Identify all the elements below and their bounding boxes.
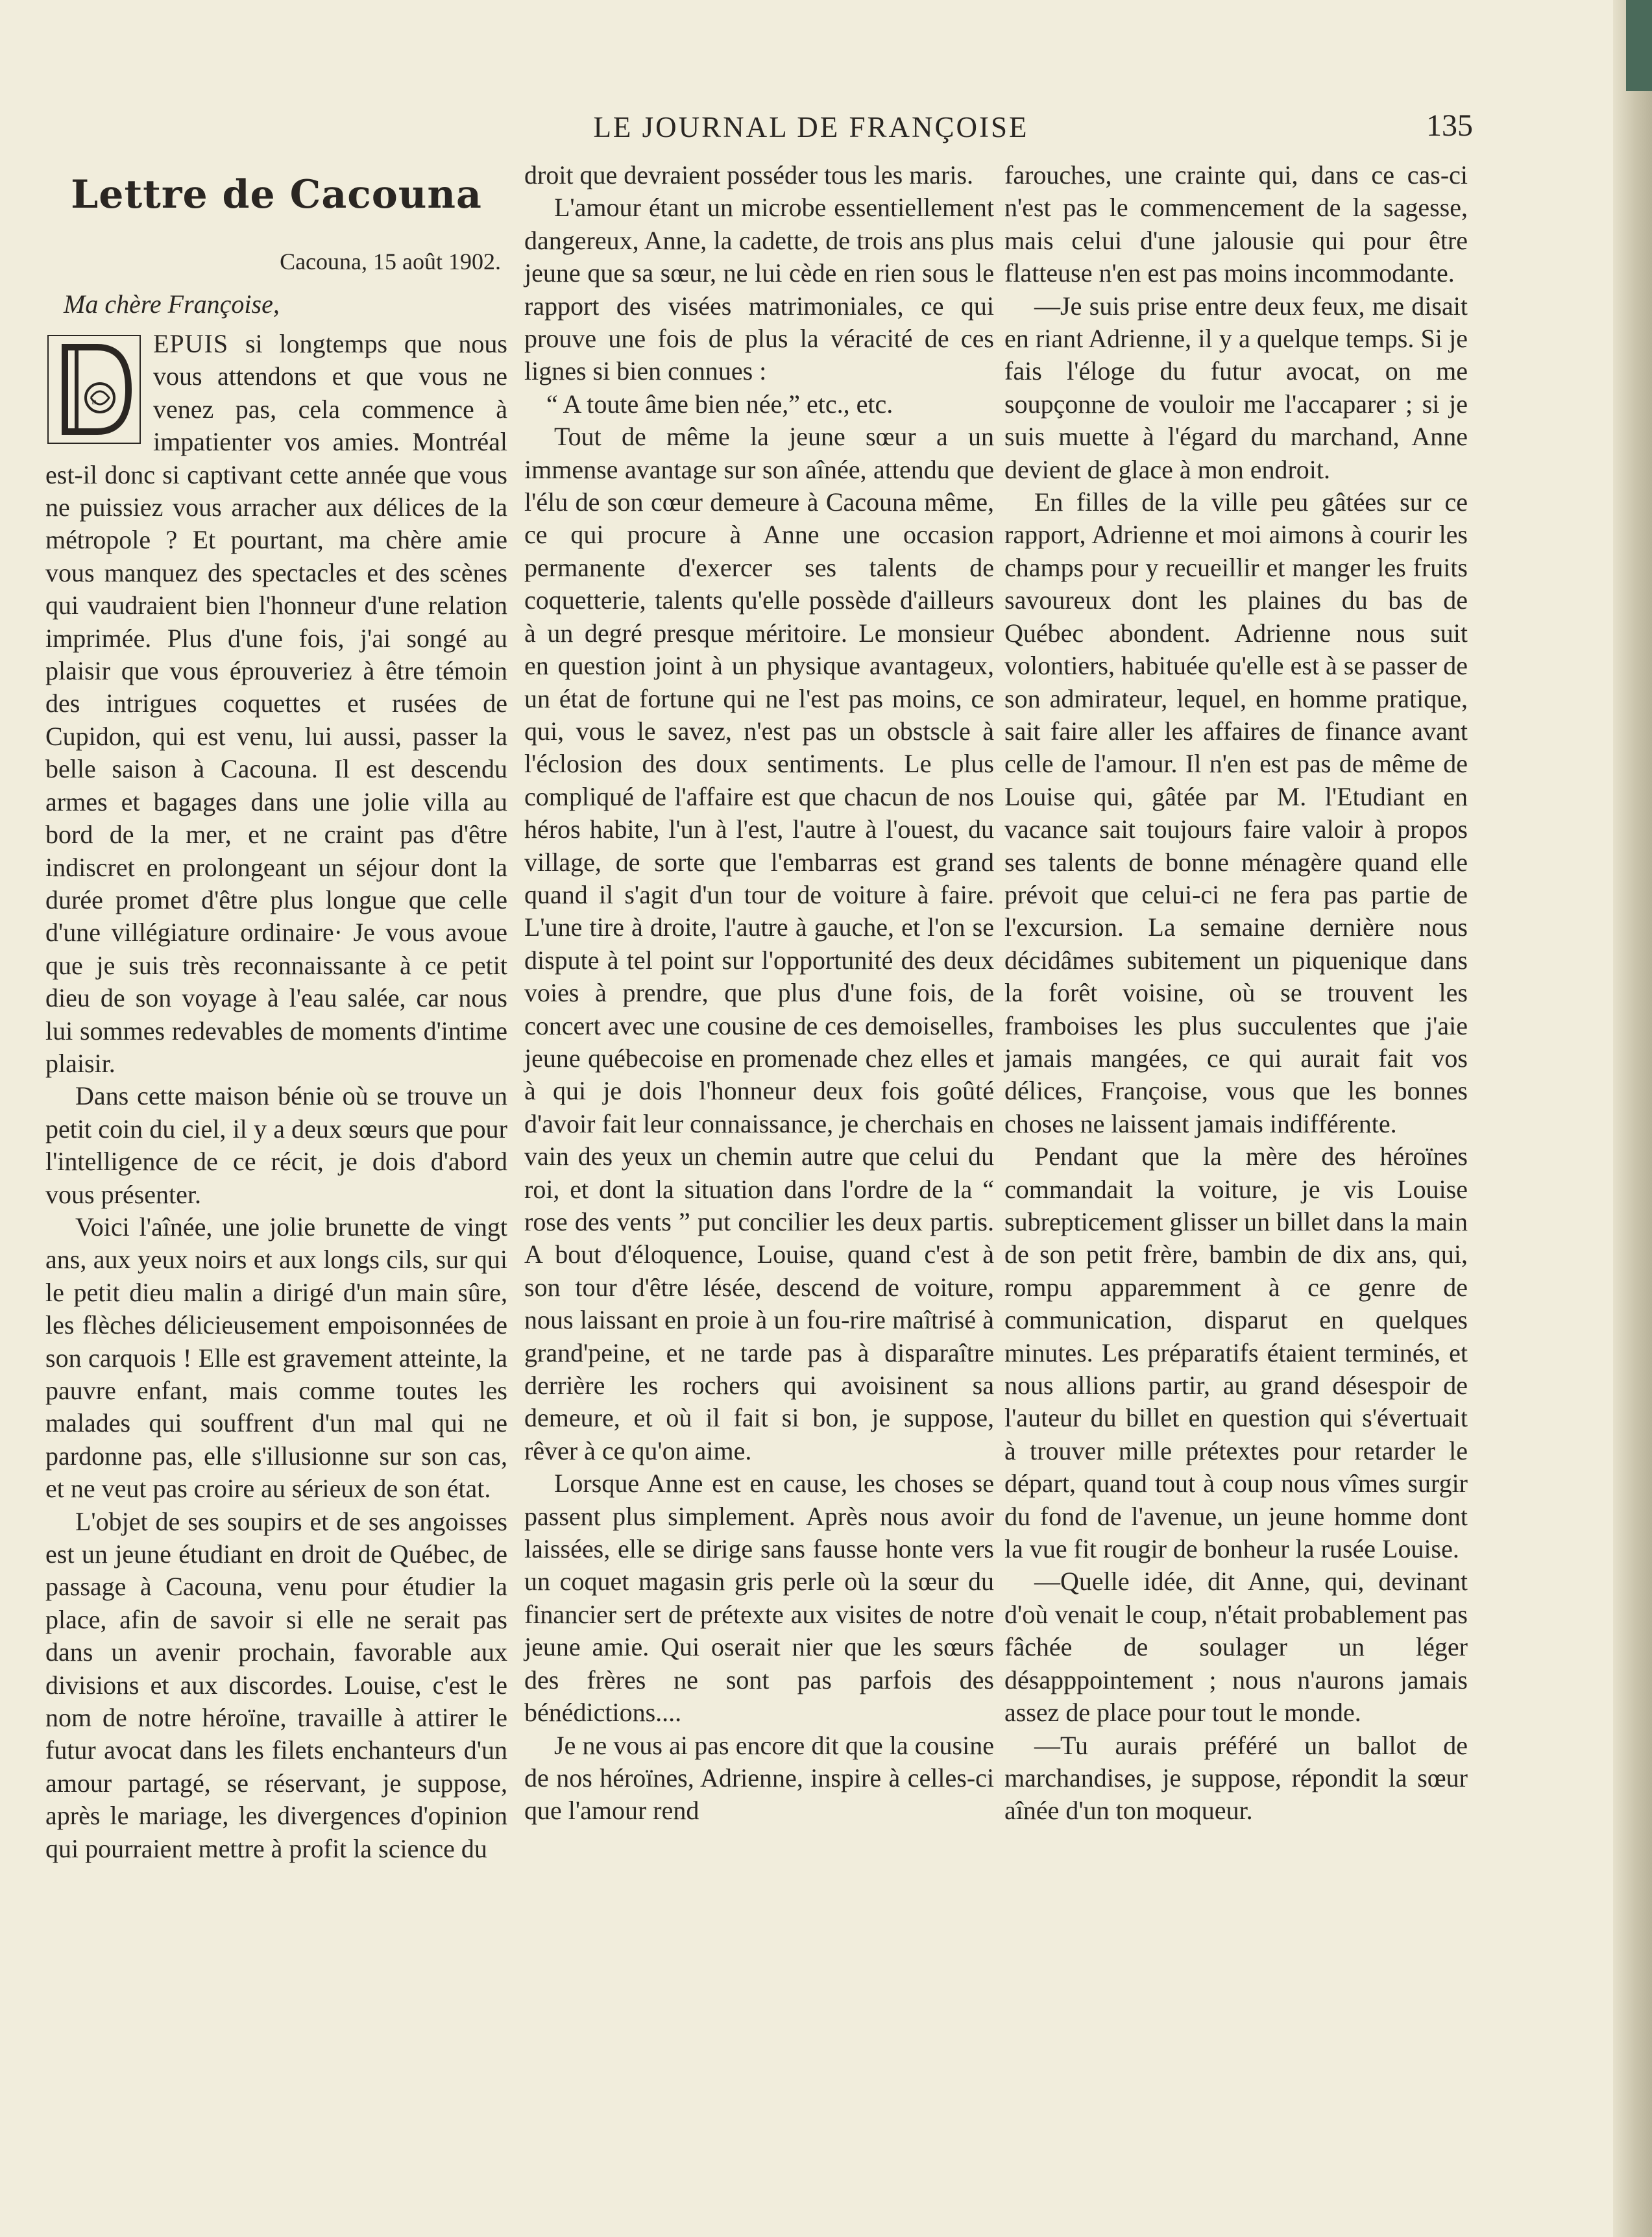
paragraph: Lorsque Anne est en cause, les choses se passent plus simplement. Après nous avoir laissées, elle se dirige sans fausse honte vers un coquet magasin gris perle où la sœur du financier sert de prétexte aux visites de notre jeune amie. Qui oserait nier que les sœurs des frères ne sont pas parfois des bénédictions....: [524, 1469, 994, 1728]
corner-strip: [1626, 0, 1652, 91]
paragraph: —Quelle idée, dit Anne, qui, devinant d'où venait le coup, n'était probablement pas fâchée de soulager un léger désapppointement ; nous n'aurons jamais assez de place pour tout le monde.: [1004, 1567, 1468, 1728]
paragraph: Dans cette maison bénie où se trouve un petit coin du ciel, il y a deux sœurs que pour l'intelligence de ce récit, je dois d'abord vous présenter.: [45, 1081, 507, 1209]
paragraph: Tout de même la jeune sœur a un immense avantage sur son aînée, attendu que l'élu de son cœur demeure à Cacouna même, ce qui procure à Anne une occasion permanente d'exercer ses talents de coquetterie, talents qu'elle possède d'ailleurs à un degré presque méritoire. Le monsieur en question joint à un physique avantageux, un état de fortune qui ne l'est pas moins, ce qui, vous le savez, n'est pas un obstscle à l'éclosion des doux sentiments. Le plus compliqué de l'affaire est que chacun de nos héros habite, l'un à l'est, l'autre à l'ouest, du village, de sorte que l'embarras est grand quand il s'agit d'un tour de voiture à faire. L'une tire à droite, l'autre à gauche, et l'on se dispute à tel point sur l'opportunité des deux voies à prendre, que plus d'une fois, de concert avec une cousine de ces demoiselles, jeune québecoise en promenade chez elles et à qui je dois l'honneur deux fois goûté d'avoir fait leur connaissance, je cherchais en vain des yeux un chemin autre que celui du roi, et dont la situation dans l'ordre de la “ rose des vents ” put concilier les deux partis. A bout d'éloquence, Louise, quand c'est à son tour d'être lésée, descend de voiture, nous laissant en proie à un fou-rire maîtrisé à grand'peine, et ne tarde pas à disparaître derrière les rochers qui avoisinent sa demeure, et où il fait si bon, je suppose, rêver à ce qu'on aime.: [524, 422, 994, 1465]
paragraph-text: si longtemps que nous vous attendons et que vous ne venez pas, cela commence à impatienter vos amies. Montréal est-il donc si captivant cette année que vous ne puissiez vous arracher aux délices de la métropole ? Et pourtant, ma chère amie vous manquez des spectacles et des scènes qui vaudraient bien l'honneur d'une relation imprimée. Plus d'une fois, j'ai songé au plaisir que vous éprouveriez à être témoin des intrigues coquettes et rusées de Cupidon, qui est venu, lui aussi, passer la belle saison à Cacouna. Il est descendu armes et bagages dans une jolie villa au bord de la mer, et ne craint pas d'être indiscret en prolongeant un séjour dont la durée promet d'être plus longue que celle d'une villégiature ordinaire· Je vous avoue que je suis très reconnaissante à ce petit dieu de son voyage à l'eau salée, car nous lui sommes redevables de moments d'intime plaisir.: [45, 329, 507, 1078]
column-3: [1004, 159, 1468, 1827]
dateline: Cacouna, 15 août 1902.: [280, 249, 501, 275]
dropcap-ornament: [45, 333, 143, 446]
paragraph: Je ne vous ai pas encore dit que la cousine de nos héroïnes, Adrienne, inspire à celles-ci que l'amour rend: [524, 1730, 994, 1826]
opening-paragraph: [45, 328, 507, 1080]
page-edge: [1613, 0, 1652, 2237]
paragraph: —Je suis prise entre deux feux, me disait en riant Adrienne, il y a quelque temps. Si je fais l'éloge du futur avocat, on me soupçonne de vouloir me l'accaparer ; si je suis muette à l'égard du marchand, Anne devient de glace à mon endroit.: [1004, 291, 1468, 484]
article-title: Lettre de Cacouna: [71, 172, 482, 217]
paragraph: L'objet de ses soupirs et de ses angoisses est un jeune étudiant en droit de Québec, de passage à Cacouna, venu pour étudier la place, afin de savoir si elle ne serait pas dans un avenir prochain, favorable aux divisions et aux discordes. Louise, c'est le nom de notre héroïne, travaille à attirer le futur avocat dans les filets enchanteurs d'un amour partagé, se réservant, je suppose, après le mariage, les divergences d'opinion qui pourraient mettre à profit la science du: [45, 1506, 507, 1863]
dropcap-letter: D: [91, 399, 97, 406]
salutation: Ma chère Françoise,: [64, 289, 280, 319]
opening-word: EPUIS: [153, 329, 229, 358]
column-2: [524, 159, 994, 1827]
paragraph: Pendant que la mère des héroïnes commandait la voiture, je vis Louise subrepticement glisser un billet dans la main de son petit frère, bambin de dix ans, qui, rompu apparemment à ce genre de communication, disparut en quelques minutes. Les préparatifs étaient terminés, et nous allions partir, au grand désespoir de l'auteur du billet en question qui s'évertuait à trouver mille prétextes pour retarder le départ, quand tout à coup nous vîmes surgir du fond de l'avenue, un jeune homme dont la vue fit rougir de bonheur la rusée Louise.: [1004, 1142, 1468, 1564]
paragraph: L'amour étant un microbe essentiellement dangereux, Anne, la cadette, de trois ans plus jeune que sa sœur, ne lui cède en rien sous le rapport des visées matrimoniales, ce qui prouve une fois de plus la véracité de ces lignes si bien connues :: [524, 193, 994, 386]
column-1: [45, 159, 507, 1865]
paragraph: En filles de la ville peu gâtées sur ce rapport, Adrienne et moi aimons à courir les champs pour y recueillir et manger les fruits savoureux dont les plaines du bas de Québec abondent. Adrienne nous suit volontiers, habituée qu'elle est à se passer de son admirateur, lequel, en homme pratique, sait faire aller les affaires de finance avant celle de l'amour. Il n'en est pas de même de Louise qui, gâtée par M. l'Etudiant en vacance sait toujours faire valoir à propos ses talents de bonne ménagère quand elle prévoit que celui-ci ne fera pas partie de l'excursion. La semaine dernière nous décidâmes subitement un piquenique dans la forêt voisine, où se trouvent les framboises les plus succulentes que j'aie jamais mangées, ce qui aurait fait vos délices, Françoise, vous que les bonnes choses ne laissent jamais indifférente.: [1004, 487, 1468, 1138]
quotation: “ A toute âme bien née,” etc., etc.: [546, 389, 893, 419]
page-number: 135: [1426, 108, 1473, 143]
paragraph: droit que devraient posséder tous les maris.: [524, 160, 974, 189]
paragraph: farouches, une crainte qui, dans ce cas-ci n'est pas le commencement de la sagesse, mais celui d'une jalousie qui pour être flatteuse n'en est pas moins incommodante.: [1004, 160, 1468, 288]
running-title: LE JOURNAL DE FRANÇOISE: [593, 111, 1029, 143]
paragraph: —Tu aurais préféré un ballot de marchandises, je suppose, répondit la sœur aînée d'un ton moqueur.: [1004, 1730, 1468, 1826]
paragraph: Voici l'aînée, une jolie brunette de vingt ans, aux yeux noirs et aux longs cils, sur qui le petit dieu malin a dirigé d'un main sûre, les flèches délicieusement empoisonnées de son carquois ! Elle est gravement atteinte, la pauvre enfant, mais comme toutes les malades qui souffrent d'un mal qui ne pardonne pas, elle s'illusionne sur son cas, et ne veut pas croire au sérieux de son état.: [45, 1212, 507, 1504]
